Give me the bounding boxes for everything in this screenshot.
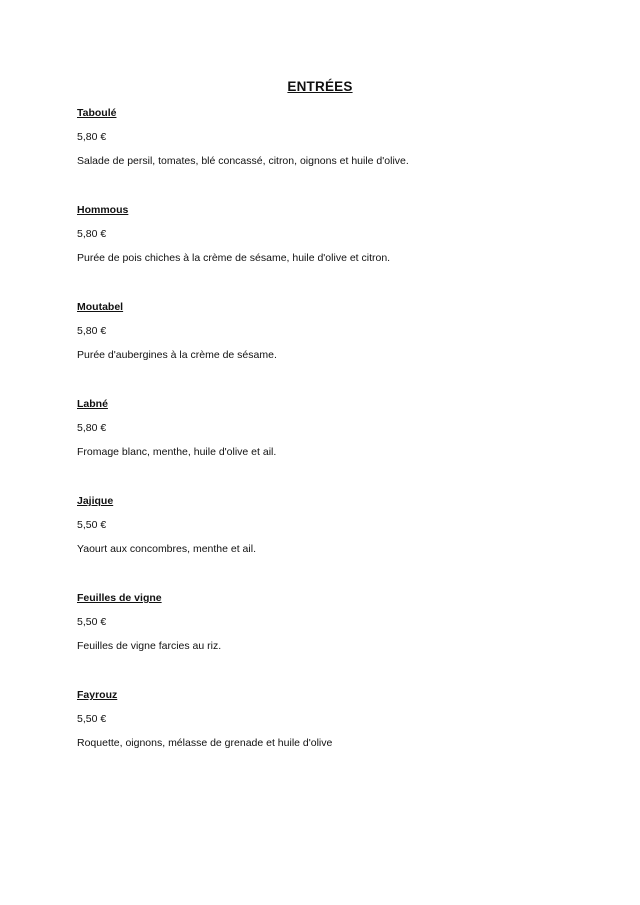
menu-list [77, 107, 577, 786]
menu-item [77, 689, 577, 786]
item-name: Moutabel [77, 301, 124, 313]
item-description: Feuilles de vigne farcies au riz. [77, 640, 222, 652]
page-title: ENTRÉES [287, 79, 353, 94]
menu-item [77, 301, 577, 398]
item-name: Taboulé [77, 107, 117, 119]
item-price: 5,50 € [77, 519, 107, 531]
item-price: 5,50 € [77, 616, 107, 628]
item-description: Yaourt aux concombres, menthe et ail. [77, 543, 256, 555]
item-name: Jajique [77, 495, 114, 507]
item-name: Feuilles de vigne [77, 592, 162, 604]
item-description: Salade de persil, tomates, blé concassé, citron, oignons et huile d'olive. [77, 155, 409, 167]
menu-item [77, 107, 577, 204]
item-price: 5,50 € [77, 713, 107, 725]
menu-item [77, 398, 577, 495]
item-name: Labné [77, 398, 108, 410]
item-name: Hommous [77, 204, 129, 216]
item-description: Roquette, oignons, mélasse de grenade et huile d'olive [77, 737, 333, 749]
menu-item [77, 495, 577, 592]
item-name: Fayrouz [77, 689, 118, 701]
item-price: 5,80 € [77, 131, 107, 143]
item-price: 5,80 € [77, 422, 107, 434]
menu-item [77, 592, 577, 689]
item-price: 5,80 € [77, 325, 107, 337]
item-description: Fromage blanc, menthe, huile d'olive et ail. [77, 446, 277, 458]
item-description: Purée d'aubergines à la crème de sésame. [77, 349, 277, 361]
item-price: 5,80 € [77, 228, 107, 240]
item-description: Purée de pois chiches à la crème de sésame, huile d'olive et citron. [77, 252, 391, 264]
menu-item [77, 204, 577, 301]
